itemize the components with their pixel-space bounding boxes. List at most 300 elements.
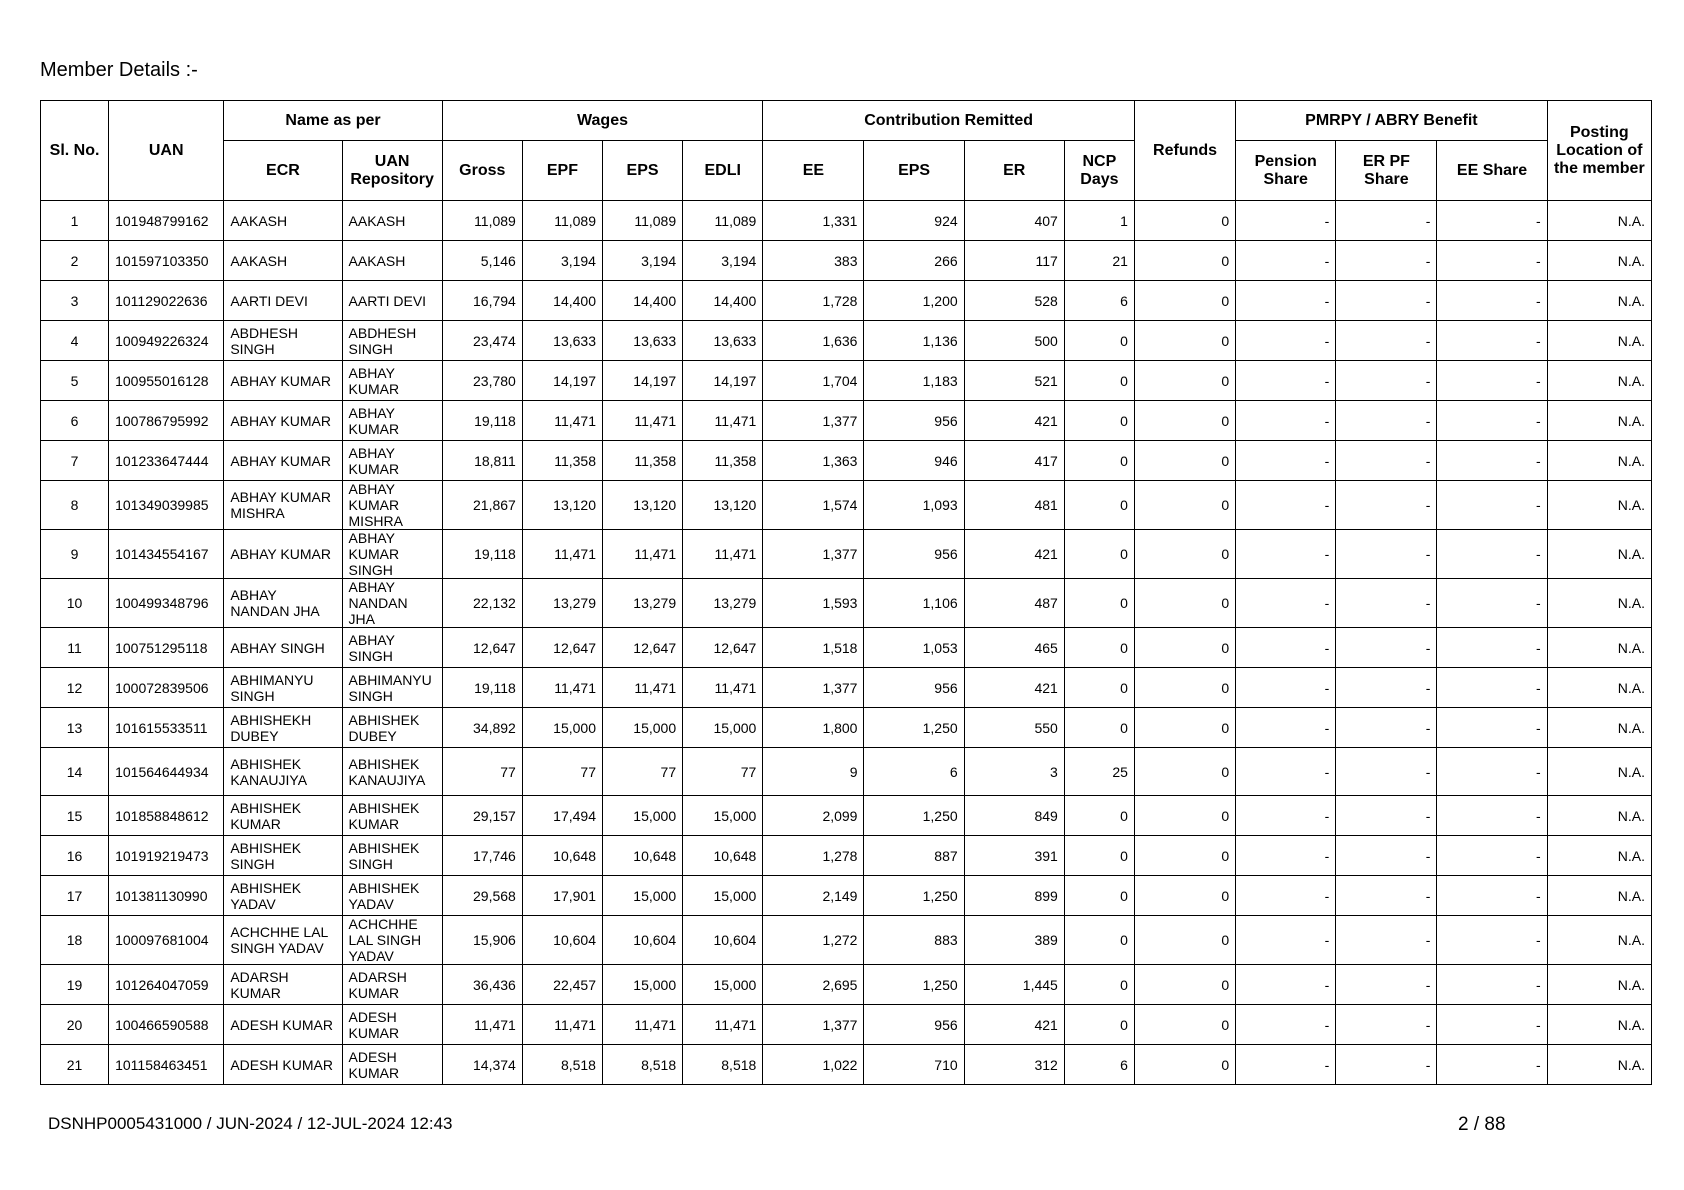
cell-sl-no: 17 (41, 876, 109, 916)
cell-gross: 14,374 (442, 1045, 522, 1085)
cell-pension-share: - (1236, 916, 1336, 965)
cell-uan-repository-name: ABHISHEK KUMAR (342, 796, 442, 836)
cell-gross: 19,118 (442, 668, 522, 708)
cell-uan-repository-name: ADARSH KUMAR (342, 965, 442, 1005)
cell-er-pf-share: - (1336, 668, 1437, 708)
cell-posting-location: N.A. (1547, 579, 1651, 628)
cell-refunds: 0 (1134, 836, 1235, 876)
table-row (41, 748, 1652, 796)
cell-er-pf-share: - (1336, 481, 1437, 530)
cell-er-pf-share: - (1336, 201, 1437, 241)
cell-posting-location: N.A. (1547, 1005, 1651, 1045)
table-row (41, 281, 1652, 321)
cell-edli: 3,194 (683, 241, 763, 281)
header-name-as-per: Name as per (224, 101, 442, 141)
cell-pension-share: - (1236, 579, 1336, 628)
cell-ee: 1,377 (763, 401, 864, 441)
cell-ecr-name: ABHAY KUMAR (224, 441, 342, 481)
cell-sl-no: 6 (41, 401, 109, 441)
cell-sl-no: 1 (41, 201, 109, 241)
table-row (41, 708, 1652, 748)
cell-ee: 1,574 (763, 481, 864, 530)
cell-eps: 11,471 (602, 401, 682, 441)
cell-ee: 1,377 (763, 668, 864, 708)
cell-uan: 101264047059 (109, 965, 224, 1005)
cell-uan-repository-name: ABHAY KUMAR (342, 401, 442, 441)
cell-eps: 77 (602, 748, 682, 796)
cell-uan-repository-name: ABHISHEK YADAV (342, 876, 442, 916)
cell-ecr-name: ABHAY SINGH (224, 628, 342, 668)
cell-sl-no: 16 (41, 836, 109, 876)
cell-ee: 1,704 (763, 361, 864, 401)
cell-uan-repository-name: ABHIMANYU SINGH (342, 668, 442, 708)
cell-eps: 15,000 (602, 708, 682, 748)
cell-eps: 11,358 (602, 441, 682, 481)
cell-ee-share: - (1437, 201, 1547, 241)
cell-contribution-eps: 946 (864, 441, 964, 481)
cell-contribution-eps: 1,183 (864, 361, 964, 401)
cell-gross: 15,906 (442, 916, 522, 965)
cell-ee-share: - (1437, 836, 1547, 876)
cell-er-pf-share: - (1336, 876, 1437, 916)
header-posting-location: Posting Location of the member (1547, 101, 1651, 201)
cell-edli: 11,089 (683, 201, 763, 241)
page-number: 2 / 88 (1458, 1114, 1506, 1135)
cell-ee: 1,800 (763, 708, 864, 748)
cell-contribution-eps: 924 (864, 201, 964, 241)
cell-ee: 1,278 (763, 836, 864, 876)
cell-posting-location: N.A. (1547, 321, 1651, 361)
cell-epf: 15,000 (522, 708, 602, 748)
cell-edli: 15,000 (683, 876, 763, 916)
table-row (41, 916, 1652, 965)
cell-eps: 15,000 (602, 796, 682, 836)
cell-refunds: 0 (1134, 241, 1235, 281)
cell-ncp-days: 0 (1064, 481, 1134, 530)
cell-refunds: 0 (1134, 281, 1235, 321)
header-sl-no: Sl. No. (41, 101, 109, 201)
cell-edli: 13,279 (683, 579, 763, 628)
cell-gross: 17,746 (442, 836, 522, 876)
cell-sl-no: 18 (41, 916, 109, 965)
cell-sl-no: 10 (41, 579, 109, 628)
cell-gross: 34,892 (442, 708, 522, 748)
cell-uan: 101233647444 (109, 441, 224, 481)
cell-contribution-eps: 1,200 (864, 281, 964, 321)
cell-edli: 15,000 (683, 708, 763, 748)
cell-ee-share: - (1437, 965, 1547, 1005)
cell-er: 421 (964, 1005, 1064, 1045)
cell-uan: 101129022636 (109, 281, 224, 321)
cell-ee: 1,593 (763, 579, 864, 628)
header-ecr: ECR (224, 141, 342, 201)
header-contribution-remitted: Contribution Remitted (763, 101, 1135, 141)
cell-ecr-name: ABHISHEKH DUBEY (224, 708, 342, 748)
cell-uan: 100751295118 (109, 628, 224, 668)
cell-gross: 11,089 (442, 201, 522, 241)
cell-ee: 1,728 (763, 281, 864, 321)
cell-epf: 22,457 (522, 965, 602, 1005)
header-pmrpy-abry-benefit: PMRPY / ABRY Benefit (1236, 101, 1548, 141)
cell-ecr-name: ABHAY KUMAR (224, 401, 342, 441)
header-edli: EDLI (683, 141, 763, 201)
cell-gross: 23,474 (442, 321, 522, 361)
cell-ncp-days: 6 (1064, 1045, 1134, 1085)
cell-ncp-days: 0 (1064, 579, 1134, 628)
cell-uan: 100786795992 (109, 401, 224, 441)
cell-refunds: 0 (1134, 579, 1235, 628)
cell-edli: 11,471 (683, 1005, 763, 1045)
cell-pension-share: - (1236, 836, 1336, 876)
cell-ncp-days: 0 (1064, 965, 1134, 1005)
header-ee: EE (763, 141, 864, 201)
cell-ee-share: - (1437, 876, 1547, 916)
cell-uan: 101434554167 (109, 530, 224, 579)
cell-contribution-eps: 1,250 (864, 876, 964, 916)
cell-er: 1,445 (964, 965, 1064, 1005)
cell-ee-share: - (1437, 748, 1547, 796)
cell-gross: 19,118 (442, 530, 522, 579)
cell-posting-location: N.A. (1547, 241, 1651, 281)
cell-er: 117 (964, 241, 1064, 281)
cell-sl-no: 20 (41, 1005, 109, 1045)
cell-posting-location: N.A. (1547, 401, 1651, 441)
cell-contribution-eps: 1,250 (864, 796, 964, 836)
cell-sl-no: 7 (41, 441, 109, 481)
cell-ee-share: - (1437, 241, 1547, 281)
cell-er-pf-share: - (1336, 796, 1437, 836)
table-row (41, 401, 1652, 441)
table-row (41, 321, 1652, 361)
cell-posting-location: N.A. (1547, 481, 1651, 530)
cell-ncp-days: 0 (1064, 916, 1134, 965)
cell-ecr-name: ABHISHEK SINGH (224, 836, 342, 876)
cell-er: 312 (964, 1045, 1064, 1085)
cell-gross: 12,647 (442, 628, 522, 668)
cell-er-pf-share: - (1336, 836, 1437, 876)
cell-uan: 101615533511 (109, 708, 224, 748)
cell-er: 417 (964, 441, 1064, 481)
cell-uan: 100466590588 (109, 1005, 224, 1045)
header-contribution-eps: EPS (864, 141, 964, 201)
cell-er-pf-share: - (1336, 965, 1437, 1005)
cell-sl-no: 5 (41, 361, 109, 401)
cell-er: 899 (964, 876, 1064, 916)
cell-ncp-days: 0 (1064, 361, 1134, 401)
cell-pension-share: - (1236, 1045, 1336, 1085)
cell-uan-repository-name: ABHAY KUMAR (342, 441, 442, 481)
cell-ncp-days: 25 (1064, 748, 1134, 796)
cell-epf: 17,494 (522, 796, 602, 836)
cell-edli: 14,400 (683, 281, 763, 321)
cell-ee-share: - (1437, 281, 1547, 321)
cell-contribution-eps: 1,250 (864, 965, 964, 1005)
cell-ee: 1,377 (763, 1005, 864, 1045)
cell-ncp-days: 0 (1064, 668, 1134, 708)
cell-edli: 13,120 (683, 481, 763, 530)
table-row (41, 241, 1652, 281)
cell-ee-share: - (1437, 401, 1547, 441)
cell-contribution-eps: 956 (864, 1005, 964, 1045)
cell-ee: 1,272 (763, 916, 864, 965)
cell-ee-share: - (1437, 441, 1547, 481)
cell-ecr-name: ABHISHEK KUMAR (224, 796, 342, 836)
table-body (41, 201, 1652, 1085)
cell-posting-location: N.A. (1547, 201, 1651, 241)
cell-edli: 10,604 (683, 916, 763, 965)
cell-eps: 15,000 (602, 965, 682, 1005)
cell-ecr-name: AAKASH (224, 241, 342, 281)
cell-er: 481 (964, 481, 1064, 530)
cell-ee-share: - (1437, 916, 1547, 965)
cell-posting-location: N.A. (1547, 1045, 1651, 1085)
cell-ee: 1,331 (763, 201, 864, 241)
header-uan: UAN (109, 101, 224, 201)
cell-er-pf-share: - (1336, 1045, 1437, 1085)
cell-posting-location: N.A. (1547, 628, 1651, 668)
cell-pension-share: - (1236, 441, 1336, 481)
header-er: ER (964, 141, 1064, 201)
cell-ee: 1,363 (763, 441, 864, 481)
cell-gross: 23,780 (442, 361, 522, 401)
header-pension-share: Pension Share (1236, 141, 1336, 201)
cell-refunds: 0 (1134, 441, 1235, 481)
cell-er-pf-share: - (1336, 241, 1437, 281)
cell-refunds: 0 (1134, 748, 1235, 796)
cell-gross: 29,568 (442, 876, 522, 916)
cell-ee-share: - (1437, 796, 1547, 836)
cell-edli: 11,471 (683, 401, 763, 441)
cell-eps: 13,279 (602, 579, 682, 628)
cell-ncp-days: 6 (1064, 281, 1134, 321)
header-wages: Wages (442, 101, 763, 141)
cell-sl-no: 21 (41, 1045, 109, 1085)
cell-refunds: 0 (1134, 361, 1235, 401)
table-row (41, 796, 1652, 836)
cell-edli: 77 (683, 748, 763, 796)
cell-er-pf-share: - (1336, 530, 1437, 579)
cell-refunds: 0 (1134, 481, 1235, 530)
cell-ncp-days: 0 (1064, 1005, 1134, 1045)
cell-er: 550 (964, 708, 1064, 748)
cell-er-pf-share: - (1336, 281, 1437, 321)
header-ee-share: EE Share (1437, 141, 1547, 201)
cell-contribution-eps: 956 (864, 530, 964, 579)
cell-ee: 2,099 (763, 796, 864, 836)
cell-uan: 101564644934 (109, 748, 224, 796)
cell-uan-repository-name: ABDHESH SINGH (342, 321, 442, 361)
cell-uan: 100955016128 (109, 361, 224, 401)
cell-ee: 383 (763, 241, 864, 281)
cell-ecr-name: ABHAY KUMAR (224, 530, 342, 579)
header-refunds: Refunds (1134, 101, 1235, 201)
cell-sl-no: 15 (41, 796, 109, 836)
cell-er: 421 (964, 668, 1064, 708)
table-row (41, 836, 1652, 876)
cell-uan: 101597103350 (109, 241, 224, 281)
cell-eps: 11,089 (602, 201, 682, 241)
cell-eps: 12,647 (602, 628, 682, 668)
cell-uan: 101349039985 (109, 481, 224, 530)
cell-ee: 1,022 (763, 1045, 864, 1085)
cell-ee: 1,518 (763, 628, 864, 668)
cell-sl-no: 9 (41, 530, 109, 579)
table-row (41, 530, 1652, 579)
cell-ecr-name: ABDHESH SINGH (224, 321, 342, 361)
cell-epf: 11,471 (522, 530, 602, 579)
table-row (41, 1045, 1652, 1085)
cell-refunds: 0 (1134, 628, 1235, 668)
cell-posting-location: N.A. (1547, 530, 1651, 579)
cell-ecr-name: ABHAY NANDAN JHA (224, 579, 342, 628)
cell-ee-share: - (1437, 628, 1547, 668)
cell-uan: 100949226324 (109, 321, 224, 361)
cell-pension-share: - (1236, 628, 1336, 668)
header-eps: EPS (602, 141, 682, 201)
cell-ecr-name: ADESH KUMAR (224, 1045, 342, 1085)
cell-ncp-days: 0 (1064, 530, 1134, 579)
cell-edli: 15,000 (683, 965, 763, 1005)
cell-ee: 9 (763, 748, 864, 796)
cell-ecr-name: AARTI DEVI (224, 281, 342, 321)
cell-contribution-eps: 956 (864, 401, 964, 441)
cell-edli: 11,471 (683, 530, 763, 579)
cell-er: 391 (964, 836, 1064, 876)
cell-eps: 11,471 (602, 530, 682, 579)
cell-er: 389 (964, 916, 1064, 965)
cell-er-pf-share: - (1336, 628, 1437, 668)
cell-posting-location: N.A. (1547, 281, 1651, 321)
cell-er: 528 (964, 281, 1064, 321)
header-uan-repository: UAN Repository (342, 141, 442, 201)
cell-uan-repository-name: AARTI DEVI (342, 281, 442, 321)
cell-sl-no: 3 (41, 281, 109, 321)
cell-pension-share: - (1236, 321, 1336, 361)
member-details-table (40, 100, 1652, 1085)
cell-er-pf-share: - (1336, 579, 1437, 628)
cell-eps: 14,400 (602, 281, 682, 321)
cell-ecr-name: AAKASH (224, 201, 342, 241)
cell-pension-share: - (1236, 361, 1336, 401)
cell-gross: 21,867 (442, 481, 522, 530)
cell-er-pf-share: - (1336, 1005, 1437, 1045)
cell-posting-location: N.A. (1547, 748, 1651, 796)
cell-uan-repository-name: ABHAY KUMAR SINGH (342, 530, 442, 579)
cell-sl-no: 11 (41, 628, 109, 668)
cell-edli: 15,000 (683, 796, 763, 836)
cell-posting-location: N.A. (1547, 708, 1651, 748)
cell-er: 3 (964, 748, 1064, 796)
cell-eps: 11,471 (602, 668, 682, 708)
cell-ee-share: - (1437, 1045, 1547, 1085)
cell-er: 465 (964, 628, 1064, 668)
cell-eps: 11,471 (602, 1005, 682, 1045)
cell-er-pf-share: - (1336, 748, 1437, 796)
cell-sl-no: 14 (41, 748, 109, 796)
cell-ee-share: - (1437, 481, 1547, 530)
cell-uan-repository-name: ADESH KUMAR (342, 1045, 442, 1085)
header-gross: Gross (442, 141, 522, 201)
cell-refunds: 0 (1134, 530, 1235, 579)
cell-epf: 3,194 (522, 241, 602, 281)
table-row (41, 965, 1652, 1005)
cell-uan-repository-name: AAKASH (342, 201, 442, 241)
cell-er: 487 (964, 579, 1064, 628)
cell-sl-no: 4 (41, 321, 109, 361)
cell-posting-location: N.A. (1547, 916, 1651, 965)
cell-ncp-days: 0 (1064, 708, 1134, 748)
cell-pension-share: - (1236, 965, 1336, 1005)
cell-ee: 2,149 (763, 876, 864, 916)
table-header (41, 101, 1652, 201)
cell-gross: 77 (442, 748, 522, 796)
cell-uan-repository-name: ABHISHEK KANAUJIYA (342, 748, 442, 796)
cell-refunds: 0 (1134, 668, 1235, 708)
cell-uan-repository-name: ABHISHEK DUBEY (342, 708, 442, 748)
cell-ee-share: - (1437, 1005, 1547, 1045)
cell-gross: 36,436 (442, 965, 522, 1005)
table-row (41, 628, 1652, 668)
header-ncp-days: NCP Days (1064, 141, 1134, 201)
cell-uan: 100097681004 (109, 916, 224, 965)
cell-ncp-days: 1 (1064, 201, 1134, 241)
cell-contribution-eps: 883 (864, 916, 964, 965)
cell-epf: 11,089 (522, 201, 602, 241)
cell-ee: 1,377 (763, 530, 864, 579)
cell-posting-location: N.A. (1547, 796, 1651, 836)
cell-eps: 13,633 (602, 321, 682, 361)
cell-refunds: 0 (1134, 1045, 1235, 1085)
cell-er-pf-share: - (1336, 361, 1437, 401)
cell-eps: 15,000 (602, 876, 682, 916)
cell-ecr-name: ABHISHEK KANAUJIYA (224, 748, 342, 796)
cell-pension-share: - (1236, 241, 1336, 281)
table-row (41, 441, 1652, 481)
cell-epf: 13,279 (522, 579, 602, 628)
cell-edli: 12,647 (683, 628, 763, 668)
cell-pension-share: - (1236, 481, 1336, 530)
cell-ncp-days: 0 (1064, 321, 1134, 361)
cell-pension-share: - (1236, 708, 1336, 748)
cell-refunds: 0 (1134, 916, 1235, 965)
cell-eps: 13,120 (602, 481, 682, 530)
cell-epf: 10,648 (522, 836, 602, 876)
cell-refunds: 0 (1134, 401, 1235, 441)
cell-epf: 10,604 (522, 916, 602, 965)
cell-er: 849 (964, 796, 1064, 836)
cell-epf: 14,197 (522, 361, 602, 401)
cell-refunds: 0 (1134, 1005, 1235, 1045)
cell-contribution-eps: 710 (864, 1045, 964, 1085)
cell-posting-location: N.A. (1547, 361, 1651, 401)
cell-sl-no: 8 (41, 481, 109, 530)
cell-eps: 10,604 (602, 916, 682, 965)
table-row (41, 361, 1652, 401)
table-row (41, 668, 1652, 708)
cell-uan-repository-name: ABHAY NANDAN JHA (342, 579, 442, 628)
cell-er-pf-share: - (1336, 916, 1437, 965)
cell-ecr-name: ABHAY KUMAR (224, 361, 342, 401)
cell-edli: 13,633 (683, 321, 763, 361)
cell-ncp-days: 0 (1064, 628, 1134, 668)
cell-epf: 12,647 (522, 628, 602, 668)
cell-uan: 100072839506 (109, 668, 224, 708)
cell-uan: 101158463451 (109, 1045, 224, 1085)
cell-sl-no: 13 (41, 708, 109, 748)
cell-refunds: 0 (1134, 201, 1235, 241)
cell-uan: 100499348796 (109, 579, 224, 628)
cell-contribution-eps: 1,093 (864, 481, 964, 530)
